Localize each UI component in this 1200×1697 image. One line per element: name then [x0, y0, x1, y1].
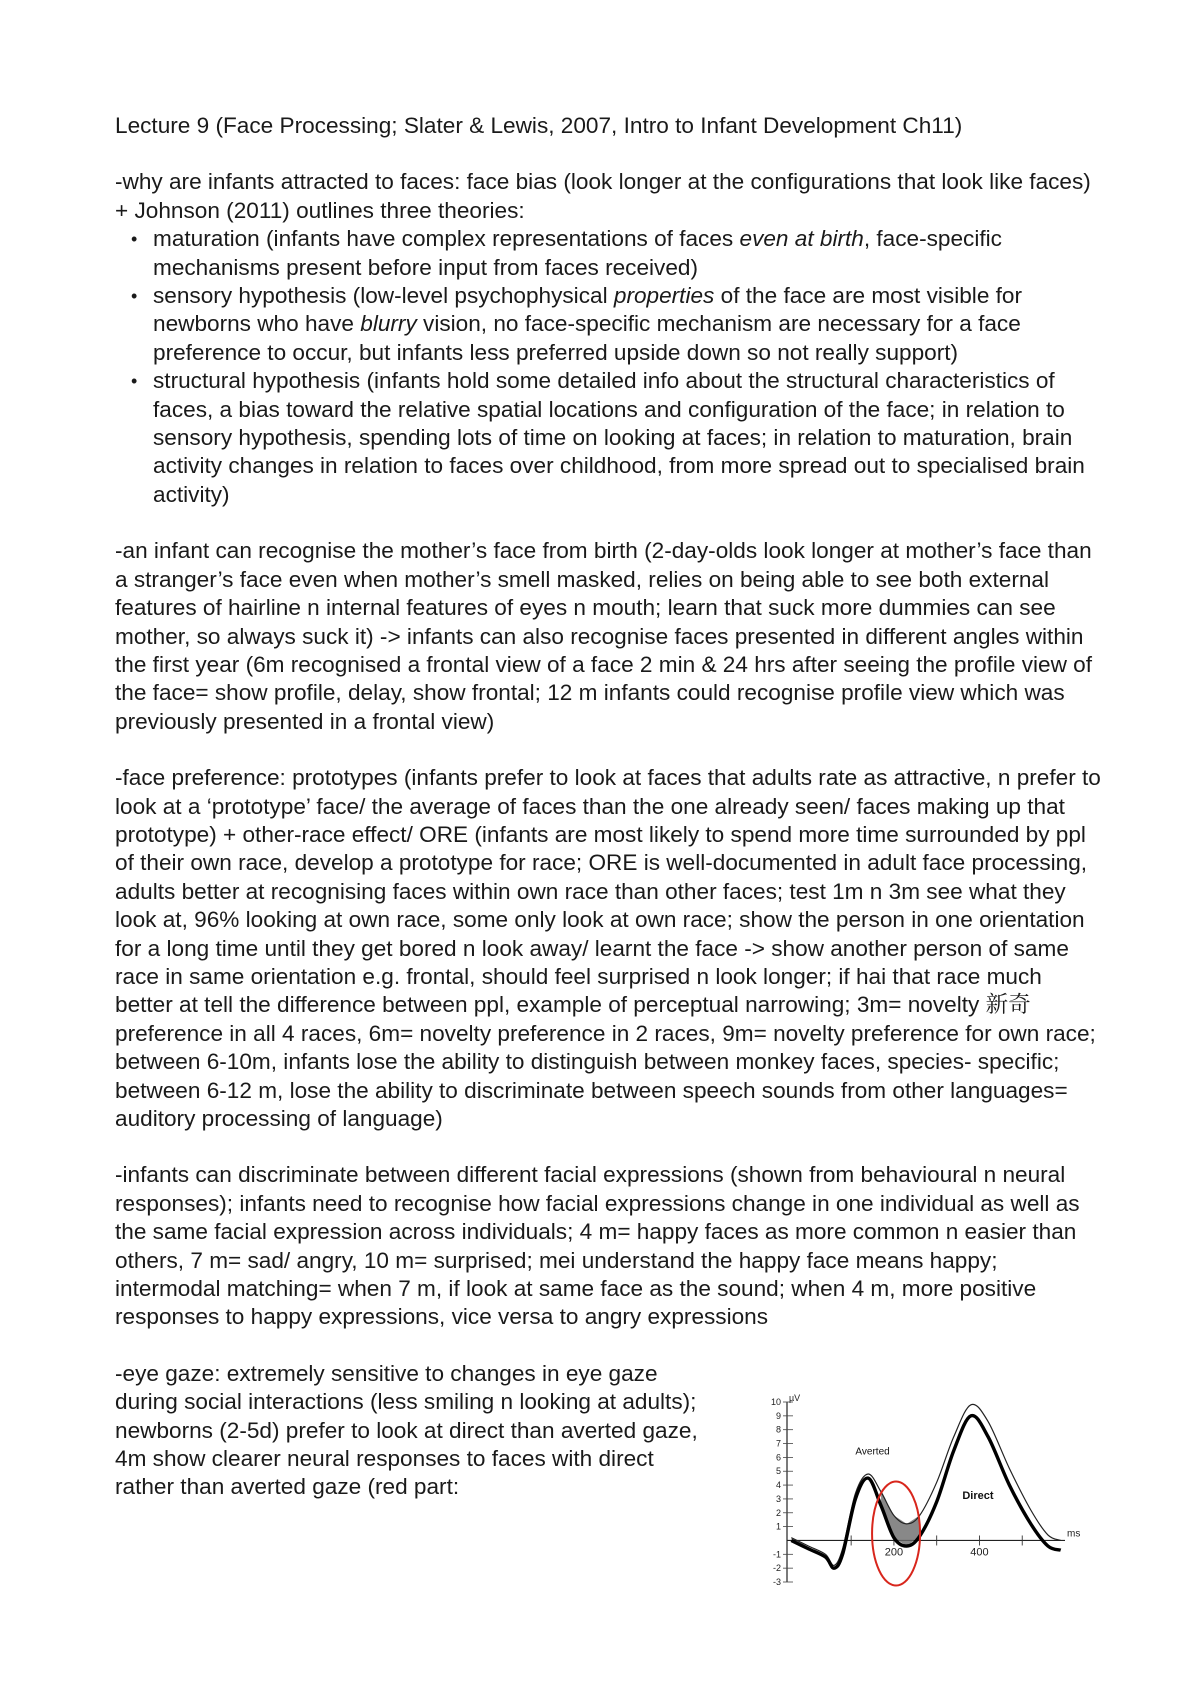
- y-tick-label: 3: [775, 1493, 781, 1504]
- erp-chart: [745, 1392, 1085, 1617]
- x-tick-label: 400: [970, 1546, 989, 1559]
- eye-gaze-paragraph: -eye gaze: extremely sensitive to changes in eye gaze during social interactions (less smiling n looking at adults); newborns (2-5d) prefer to look at direct than averted gaze, 4m show clearer neural responses to faces with direct rather than averted gaze (red part:: [115, 1360, 698, 1500]
- x-tick-label: 200: [884, 1546, 904, 1559]
- face-preference-paragraph: -face preference: prototypes (infants prefer to look at faces that adults rate as attractive, n prefer to look at a ‘prototype’ face/ the average of faces than the one already seen/ faces making up that prototype) + other-race effect/ ORE (infants are most likely to spend more time surrounded by ppl of their own race, develop a prototype for race; ORE is well-documented in adult face processing, adults better at recognising faces within own race than other faces; test 1m n 3m see what they look at, 96% looking at own race, some only look at own race; show the person in one orientation for a long time until they get bored n look away/ learnt the face -> show another person of same race in same orientation e.g. frontal, should feel surprised n look longer; if hai that race much better at tell the difference between ppl, example of perceptual narrowing; 3m= novelty 新奇 preference in all 4 races, 6m= novelty preference in 2 races, 9m= novelty preference for own race; between 6-10m, infants lose the ability to distinguish between monkey faces, species- specific; between 6-12 m, lose the ability to discriminate between speech sounds from other languages= auditory processing of language): [115, 765, 1101, 1131]
- document-body: [115, 112, 1105, 1502]
- y-tick-label: 10: [770, 1397, 781, 1407]
- list-item-sensory: [153, 282, 1105, 367]
- list-item-structural: • structural hypothesis (infants hold some detailed info about the structural characteristics of faces, a bias toward the relative spatial locations and configuration of the face; in relation to sensory hypothesis, spending lots of time on looking at faces; in relation to maturation, brain activity changes in relation to faces over childhood, from more spread out to specialised brain activity): [153, 367, 1105, 509]
- y-tick-label: -3: [772, 1577, 781, 1587]
- y-tick-label: 8: [775, 1424, 781, 1435]
- list-item-maturation: [153, 225, 1105, 282]
- face-attraction-intro: -why are infants attracted to faces: face bias (look longer at the configurations that look like faces) + Johnson (2011) outlines three theories:: [115, 169, 1091, 223]
- y-tick-label: 4: [775, 1480, 781, 1491]
- emphasis-text: blurry: [360, 311, 417, 337]
- y-tick-label: 1: [775, 1521, 781, 1532]
- emphasis-text: even at birth: [739, 226, 864, 252]
- text-run: of the face are most visible for newborns who have: [153, 283, 1023, 337]
- document-title: Lecture 9 (Face Processing; Slater & Lewis, 2007, Intro to Infant Development Ch11): [115, 113, 963, 138]
- erp-chart-svg: [745, 1392, 1085, 1617]
- y-tick-label: -1: [772, 1549, 781, 1560]
- y-tick-label: -2: [772, 1563, 781, 1574]
- annotation-averted: Averted: [855, 1446, 890, 1458]
- y-tick-label: 5: [775, 1466, 781, 1477]
- y-tick-label: 6: [775, 1452, 781, 1463]
- text-run: , face-specific mechanisms present before input from faces received): [153, 226, 1002, 280]
- y-tick-label: 2: [775, 1507, 781, 1518]
- series-averted-line: [791, 1404, 1060, 1565]
- emphasis-text: properties: [613, 283, 715, 309]
- y-axis-label: µV: [789, 1393, 801, 1403]
- y-tick-label: 7: [775, 1438, 781, 1449]
- expressions-paragraph: -infants can discriminate between different facial expressions (shown from behavioural n neural responses); infants need to recognise how facial expressions change in one individual as well as the same facial expression across individuals; 4 m= happy faces as more common n easier than others, 7 m= sad/ angry, 10 m= surprised; mei understand the happy face means happy; intermodal matching= when 7 m, if look at same face as the sound; when 4 m, more positive responses to happy expressions, vice versa to angry expressions: [115, 1162, 1080, 1330]
- mother-face-paragraph: -an infant can recognise the mother’s face from birth (2-day-olds look longer at mother’s face than a stranger’s face even when mother’s smell masked, relies on being able to see both external features of hairline n internal features of eyes n mouth; learn that suck more dummies can see mother, so always suck it) -> infants can also recognise faces presented in different angles within the first year (6m recognised a frontal view of a face 2 min & 24 hrs after seeing the profile view of the face= show profile, delay, show frontal; 12 m infants could recognise profile view which was previously presented in a frontal view): [115, 538, 1093, 734]
- text-run: vision, no face-specific mechanism are necessary for a face preference to occur, but infants less preferred upside down so not really support): [153, 311, 1021, 365]
- theories-list: [115, 225, 1105, 509]
- y-tick-label: 9: [775, 1410, 781, 1421]
- text-run: sensory hypothesis (low-level psychophysical: [153, 283, 614, 309]
- annotation-direct: Direct: [962, 1489, 994, 1502]
- series-direct-line: [791, 1416, 1060, 1569]
- text-run: maturation (infants have complex representations of faces: [153, 226, 740, 252]
- x-axis-label: ms: [1067, 1528, 1081, 1540]
